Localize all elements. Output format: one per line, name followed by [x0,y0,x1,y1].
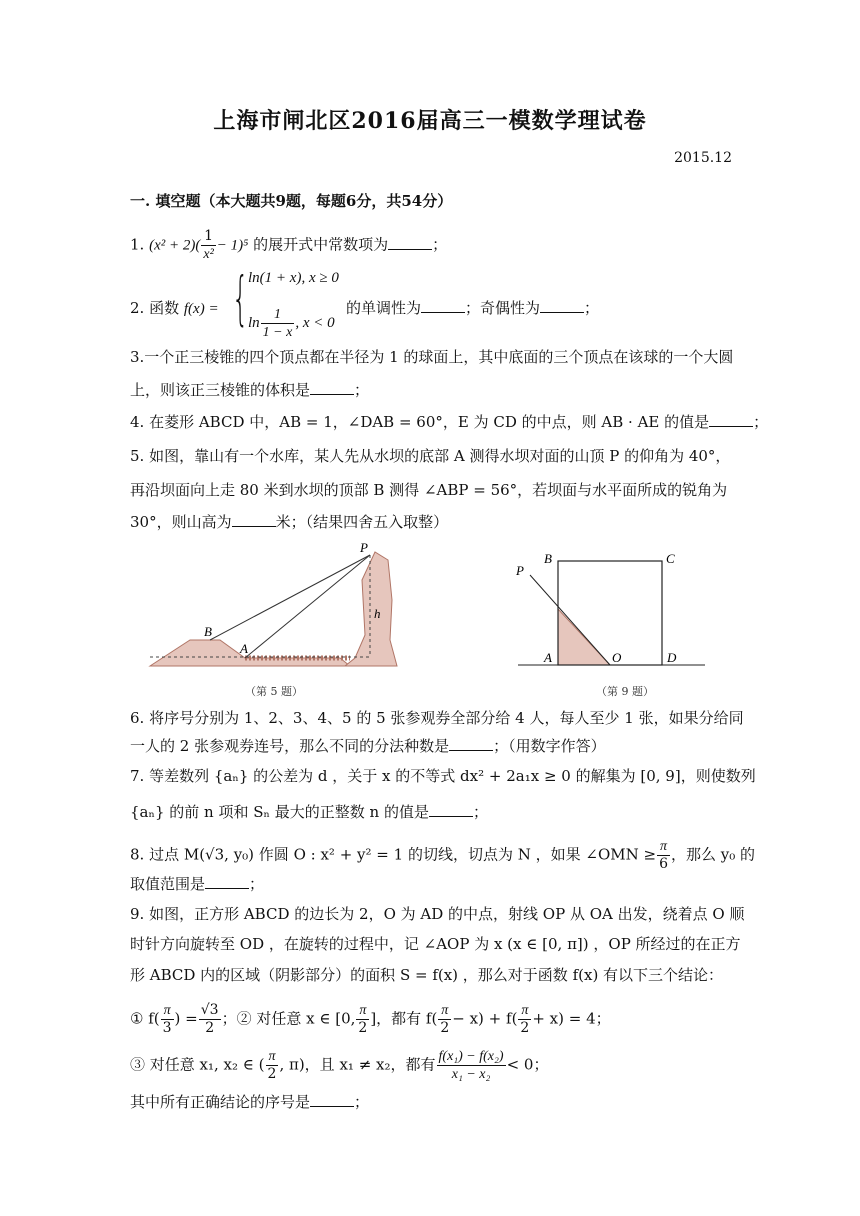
question-4: 4. 在菱形 ABCD 中，AB = 1，∠DAB = 60°，E 为 CD 的中点，则 AB · AE 的值是 ； [130,413,769,431]
answer-blank[interactable] [540,298,584,313]
answer-blank[interactable] [232,512,276,527]
answer-blank[interactable] [310,1092,354,1107]
question-5-line-1: 5. 如图，靠山有一个水库，某人先从水坝的底部 A 测得水坝对面的山顶 P 的仰角为 40°， [130,447,731,465]
page-title: 上海市闸北区2016届高三一模数学理试卷 [213,108,647,134]
answer-blank[interactable] [429,802,473,817]
answer-blank[interactable] [421,298,465,313]
label-o: O [612,650,622,665]
question-5-line-2: 再沿坝面向上走 80 米到水坝的顶部 B 测得 ∠ABP = 56°，若坝面与水平面所成的锐角为 [130,481,728,499]
label-b: B [544,551,552,566]
line-ap [245,555,370,658]
label-a: A [544,650,552,665]
question-3-line-1: 3.一个正三棱锥的四个顶点都在半径为 1 的球面上，其中底面的三个顶点在该球的一个大圆 [130,348,734,366]
question-9-conclusions-1-2: ① f( $\frac{\pi}{3}$ ) = $\frac{√3}{2}$ ；② 对任意 x ∈ [0, $\frac{\pi}{2}$ ]，都有 f( $\frac{\pi}{2}$ − x) + f( $\frac{\pi}{2}$ + x) = 4； [130,1002,611,1036]
question-6-line-2: 一人的 2 张参观券连号，那么不同的分法种数是 ；（用数字作答） [130,737,606,755]
answer-blank[interactable] [310,380,354,395]
label-h: h [374,606,381,621]
label-b: B [204,624,212,639]
question-7-line-2: {aₙ} 的前 n 项和 Sₙ 最大的正整数 n 的值是 ； [130,803,488,821]
section-heading: 一. 填空题（本大题共9题，每题6分，共54分） [130,192,453,210]
question-5-line-3: 30°，则山高为 米；（结果四舍五入取整） [130,513,449,531]
figure-5-caption: （第 5 题） [245,685,303,698]
exam-date: 2015.12 [674,150,732,166]
label-d: D [667,650,677,665]
answer-blank[interactable] [205,874,249,889]
question-6-line-1: 6. 将序号分别为 1、2、3、4、5 的 5 张参观券全部分给 4 人，每人至少 1 张，如果分给同 [130,709,744,727]
question-2-text: 的单调性为 ；奇偶性为 ； [346,299,600,317]
question-2: 2. 函数 f(x) = [130,299,219,317]
question-7-line-1: 7. 等差数列 {aₙ} 的公差为 d ，关于 x 的不等式 dx² + 2a₁x ≥ 0 的解集为 [0, 9]，则使数列 [130,767,756,785]
figure-9-caption: （第 9 题） [596,685,654,698]
question-1: 1. (x² + 2)( $\frac{1}{\text{x²}}$ − 1)⁵ 的展开式中常数项为 ； [130,228,448,262]
fraction: $\frac{1}{\text{x²}}$ [203,228,214,262]
line-bp [210,555,370,640]
answer-blank[interactable] [709,412,753,427]
question-9-final: 其中所有正确结论的序号是 ； [130,1093,370,1111]
piecewise-case-2: ln $\frac{1}{1 - x}$ , x < 0 [248,307,335,340]
dam-shape [150,640,350,666]
figure-5-diagram [140,540,410,680]
question-9-conclusion-3: ③ 对任意 x₁, x₂ ∈ ( $\frac{\pi}{2}$ , π)，且 x₁ ≠ x₂，都有 $\frac{\text{f(x₁) − f(x₂)}}{\text{x₁ − x₂}}$ < 0； [130,1049,549,1082]
question-9-line-1: 9. 如图，正方形 ABCD 的边长为 2，O 为 AD 的中点，射线 OP 从 OA 出发，绕着点 O 顺 [130,905,745,923]
label-c: C [666,551,675,566]
answer-blank[interactable] [388,235,432,250]
question-9-line-2: 时针方向旋转至 OD ，在旋转的过程中，记 ∠AOP 为 x (x ∈ [0, π]) ，OP 所经过的在正方 [130,935,741,953]
answer-blank[interactable] [449,736,493,751]
question-3-line-2: 上，则该正三棱锥的体积是 ； [130,381,370,399]
label-p: P [360,540,368,555]
figure-9-diagram [510,545,710,675]
label-p: P [516,563,524,578]
piecewise-brace: { [232,264,249,332]
label-a: A [240,641,248,656]
question-8-line-1: 8. 过点 M(√3, y₀) 作圆 O : x² + y² = 1 的切线，切点为 N ，如果 ∠OMN ≥ $\frac{\pi}{6}$ ，那么 y₀ 的 [130,839,756,872]
question-8-line-2: 取值范围是 ； [130,875,265,893]
question-9-line-3: 形 ABCD 内的区域（阴影部分）的面积 S = f(x) ，那么对于函数 f(x) 有以下三个结论： [130,966,724,984]
piecewise-case-1: ln(1 + x), x ≥ 0 [248,270,339,286]
